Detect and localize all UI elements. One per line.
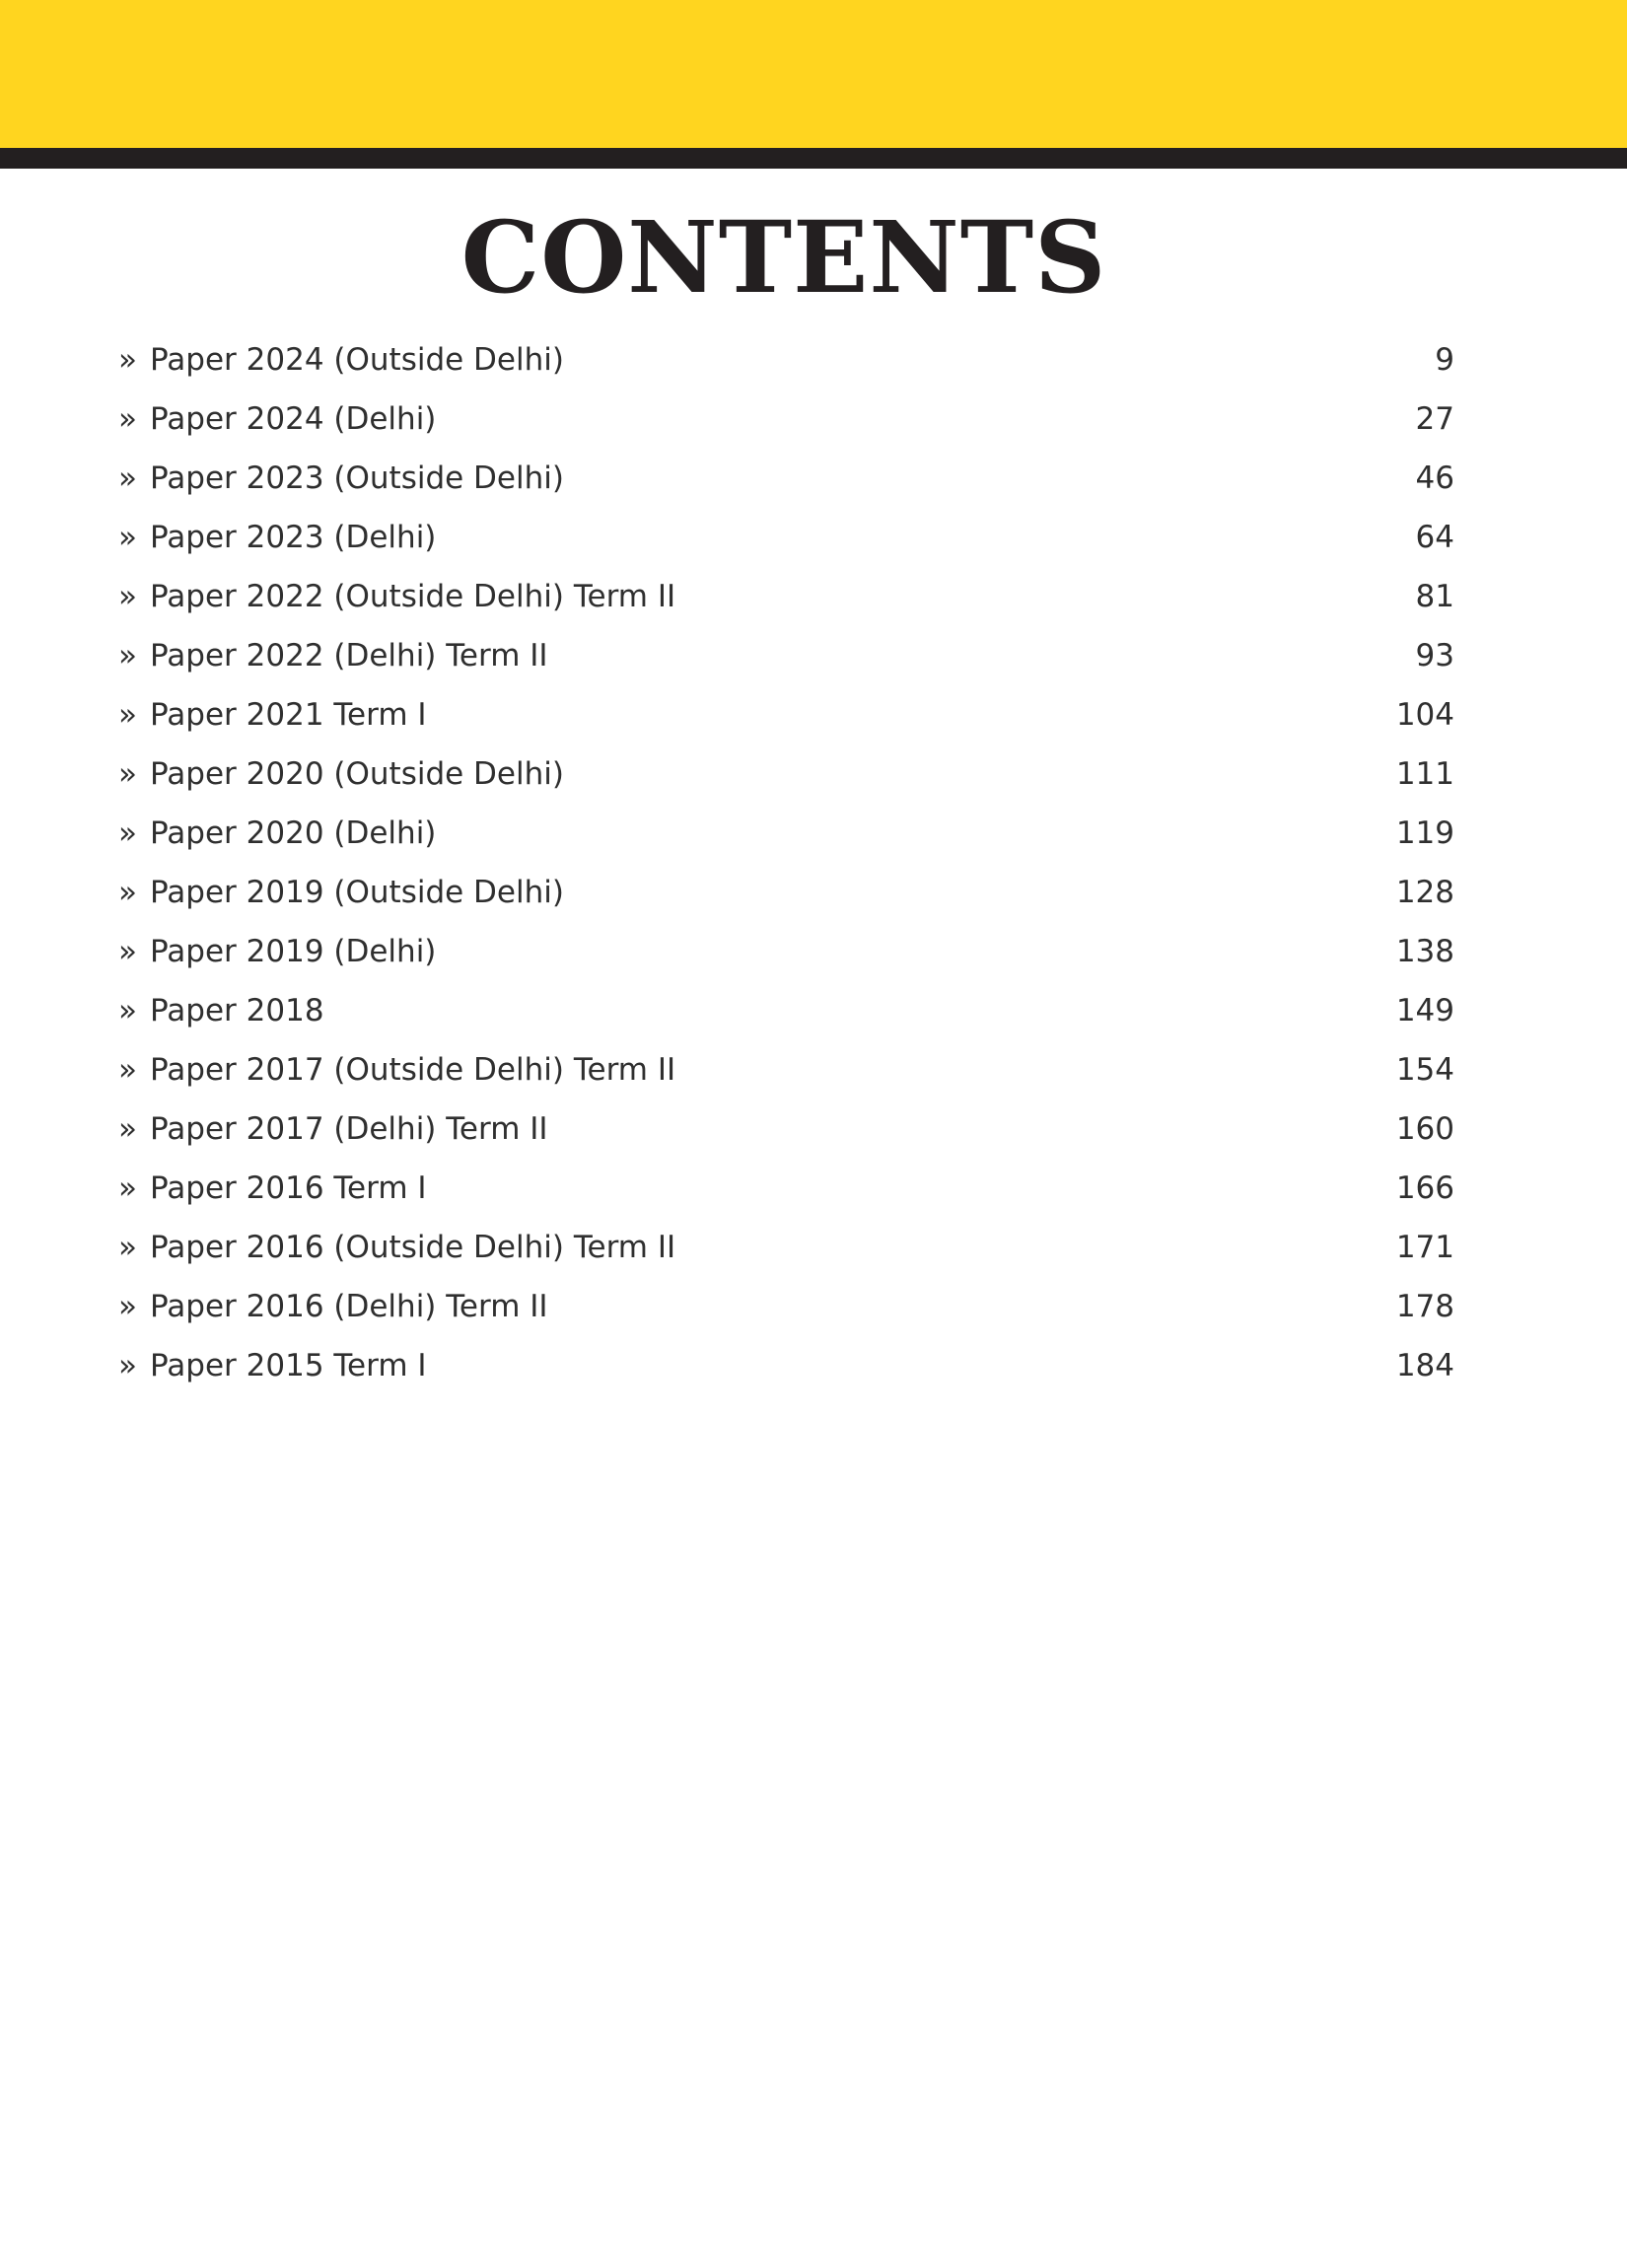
toc-entry-title: Paper 2024 (Outside Delhi) bbox=[150, 342, 564, 378]
toc-entry-left bbox=[118, 1040, 675, 1099]
toc-entry[interactable] bbox=[118, 804, 1454, 863]
toc-entry-left bbox=[118, 1159, 427, 1218]
toc-entry-left bbox=[118, 508, 436, 567]
toc-entry[interactable] bbox=[118, 390, 1454, 449]
toc-entry-left bbox=[118, 804, 436, 863]
chevron-right-double-icon: » bbox=[118, 579, 137, 614]
toc-page-number: 9 bbox=[1435, 342, 1454, 378]
toc-page-number: 27 bbox=[1415, 401, 1454, 437]
chevron-right-double-icon: » bbox=[118, 993, 137, 1028]
toc-entry[interactable] bbox=[118, 922, 1454, 981]
toc-entry-left bbox=[118, 390, 436, 449]
toc-page-number: 93 bbox=[1415, 638, 1454, 673]
toc-page-number: 166 bbox=[1395, 1170, 1454, 1206]
toc-entry-left bbox=[118, 744, 564, 804]
toc-entry[interactable] bbox=[118, 744, 1454, 804]
toc-page-number: 64 bbox=[1415, 520, 1454, 555]
chevron-right-double-icon: » bbox=[118, 1111, 137, 1147]
toc-entry[interactable] bbox=[118, 1040, 1454, 1099]
toc-entry[interactable] bbox=[118, 330, 1454, 390]
toc-entry[interactable] bbox=[118, 685, 1454, 744]
chevron-right-double-icon: » bbox=[118, 1170, 137, 1206]
chevron-right-double-icon: » bbox=[118, 756, 137, 792]
toc-entry[interactable] bbox=[118, 981, 1454, 1040]
chevron-right-double-icon: » bbox=[118, 1052, 137, 1088]
toc-page-number: 184 bbox=[1395, 1348, 1454, 1383]
toc-entry[interactable] bbox=[118, 1336, 1454, 1395]
chevron-right-double-icon: » bbox=[118, 697, 137, 733]
toc-entry-title: Paper 2015 Term I bbox=[150, 1348, 427, 1383]
chevron-right-double-icon: » bbox=[118, 934, 137, 969]
toc-entry-left bbox=[118, 567, 675, 626]
toc-page-number: 178 bbox=[1395, 1289, 1454, 1324]
toc-page-number: 119 bbox=[1395, 815, 1454, 851]
chevron-right-double-icon: » bbox=[118, 342, 137, 378]
toc-entry-left bbox=[118, 330, 564, 390]
toc-page-number: 128 bbox=[1395, 875, 1454, 910]
header-color-band bbox=[0, 0, 1627, 148]
toc-entry-title: Paper 2023 (Outside Delhi) bbox=[150, 461, 564, 496]
toc-entry[interactable] bbox=[118, 1218, 1454, 1277]
toc-entry-left bbox=[118, 685, 427, 744]
toc-entry-title: Paper 2018 bbox=[150, 993, 324, 1028]
toc-entry-title: Paper 2022 (Delhi) Term II bbox=[150, 638, 548, 673]
toc-entry[interactable] bbox=[118, 449, 1454, 508]
toc-entry[interactable] bbox=[118, 508, 1454, 567]
toc-entry-title: Paper 2022 (Outside Delhi) Term II bbox=[150, 579, 676, 614]
toc-entry-left bbox=[118, 1277, 548, 1336]
chevron-right-double-icon: » bbox=[118, 401, 137, 437]
toc-entry-left bbox=[118, 1218, 675, 1277]
toc-entry-title: Paper 2017 (Outside Delhi) Term II bbox=[150, 1052, 676, 1088]
toc-entry-title: Paper 2017 (Delhi) Term II bbox=[150, 1111, 548, 1147]
table-of-contents bbox=[118, 330, 1454, 1395]
toc-entry-left bbox=[118, 1336, 427, 1395]
toc-entry-title: Paper 2019 (Delhi) bbox=[150, 934, 437, 969]
toc-entry-left bbox=[118, 922, 436, 981]
chevron-right-double-icon: » bbox=[118, 1230, 137, 1265]
toc-entry-title: Paper 2021 Term I bbox=[150, 697, 427, 733]
chevron-right-double-icon: » bbox=[118, 461, 137, 496]
chevron-right-double-icon: » bbox=[118, 1348, 137, 1383]
toc-page-number: 111 bbox=[1395, 756, 1454, 792]
toc-entry-title: Paper 2020 (Delhi) bbox=[150, 815, 437, 851]
toc-entry-title: Paper 2019 (Outside Delhi) bbox=[150, 875, 564, 910]
chevron-right-double-icon: » bbox=[118, 638, 137, 673]
toc-entry-title: Paper 2016 Term I bbox=[150, 1170, 427, 1206]
toc-entry-left bbox=[118, 626, 548, 685]
toc-page-number: 104 bbox=[1395, 697, 1454, 733]
chevron-right-double-icon: » bbox=[118, 875, 137, 910]
toc-page-number: 81 bbox=[1415, 579, 1454, 614]
toc-page-number: 160 bbox=[1395, 1111, 1454, 1147]
chevron-right-double-icon: » bbox=[118, 815, 137, 851]
toc-page-number: 46 bbox=[1415, 461, 1454, 496]
toc-entry[interactable] bbox=[118, 626, 1454, 685]
toc-entry-left bbox=[118, 449, 564, 508]
toc-entry[interactable] bbox=[118, 1159, 1454, 1218]
toc-entry-title: Paper 2023 (Delhi) bbox=[150, 520, 437, 555]
chevron-right-double-icon: » bbox=[118, 1289, 137, 1324]
toc-page-number: 171 bbox=[1395, 1230, 1454, 1265]
toc-entry[interactable] bbox=[118, 1099, 1454, 1159]
page-title: CONTENTS bbox=[460, 199, 1107, 316]
header-divider-bar bbox=[0, 148, 1627, 169]
toc-page-number: 154 bbox=[1395, 1052, 1454, 1088]
toc-page-number: 149 bbox=[1395, 993, 1454, 1028]
toc-entry[interactable] bbox=[118, 1277, 1454, 1336]
toc-entry[interactable] bbox=[118, 567, 1454, 626]
toc-entry-left bbox=[118, 1099, 548, 1159]
toc-entry-left bbox=[118, 981, 324, 1040]
toc-entry-left bbox=[118, 863, 564, 922]
toc-entry-title: Paper 2024 (Delhi) bbox=[150, 401, 437, 437]
chevron-right-double-icon: » bbox=[118, 520, 137, 555]
toc-entry-title: Paper 2020 (Outside Delhi) bbox=[150, 756, 564, 792]
toc-entry-title: Paper 2016 (Delhi) Term II bbox=[150, 1289, 548, 1324]
toc-page-number: 138 bbox=[1395, 934, 1454, 969]
toc-entry[interactable] bbox=[118, 863, 1454, 922]
toc-entry-title: Paper 2016 (Outside Delhi) Term II bbox=[150, 1230, 676, 1265]
